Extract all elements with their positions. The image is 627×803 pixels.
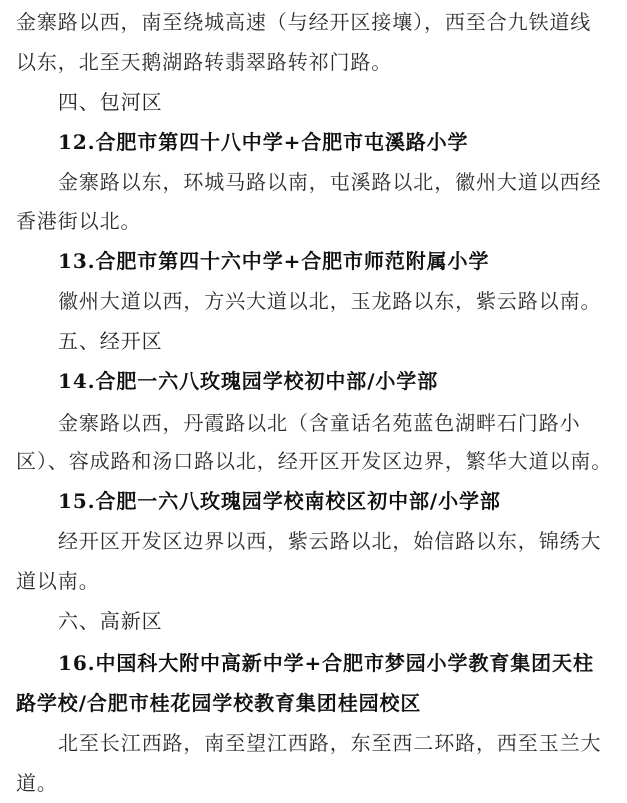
school-title-12: 12.合肥市第四十八中学+合肥市屯溪路小学 (58, 130, 469, 154)
school-title-15: 15.合肥一六八玫瑰园学校南校区初中部/小学部 (58, 489, 501, 513)
section-heading-gaoxin: 六、高新区 (58, 609, 163, 633)
paragraph-line: 区）、容成路和汤口路以北，经开区开发区边界，繁华大道以南。 (16, 449, 613, 473)
school-title-16-cont: 路学校/合肥市桂花园学校教育集团桂园校区 (16, 691, 422, 715)
paragraph-line: 北至长江西路，南至望江西路，东至西二环路，西至玉兰大 (58, 731, 602, 755)
paragraph-line: 金寨路以西，丹霞路以北（含童话名苑蓝色湖畔石门路小 (58, 411, 581, 435)
section-heading-baohe: 四、包河区 (58, 90, 163, 114)
school-title-13: 13.合肥市第四十六中学+合肥市师范附属小学 (58, 249, 490, 273)
paragraph-line: 徽州大道以西，方兴大道以北，玉龙路以东，紫云路以南。 (58, 289, 602, 313)
paragraph-line: 金寨路以西，南至绕城高速（与经开区接壤），西至合九铁道线 (16, 10, 592, 34)
section-heading-jingkai: 五、经开区 (58, 329, 163, 353)
paragraph-line: 道。 (16, 771, 58, 795)
paragraph-line: 以东，北至天鹅湖路转翡翠路转祁门路。 (16, 50, 393, 74)
paragraph-line: 经开区开发区边界以西，紫云路以北，始信路以东，锦绣大 (58, 529, 602, 553)
school-title-14: 14.合肥一六八玫瑰园学校初中部/小学部 (58, 369, 439, 393)
paragraph-line: 香港街以北。 (16, 209, 142, 233)
paragraph-line: 金寨路以东，环城马路以南，屯溪路以北，徽州大道以西经 (58, 170, 602, 194)
school-title-16: 16.中国科大附中高新中学+合肥市梦园小学教育集团天柱 (58, 651, 594, 675)
paragraph-line: 道以南。 (16, 569, 100, 593)
